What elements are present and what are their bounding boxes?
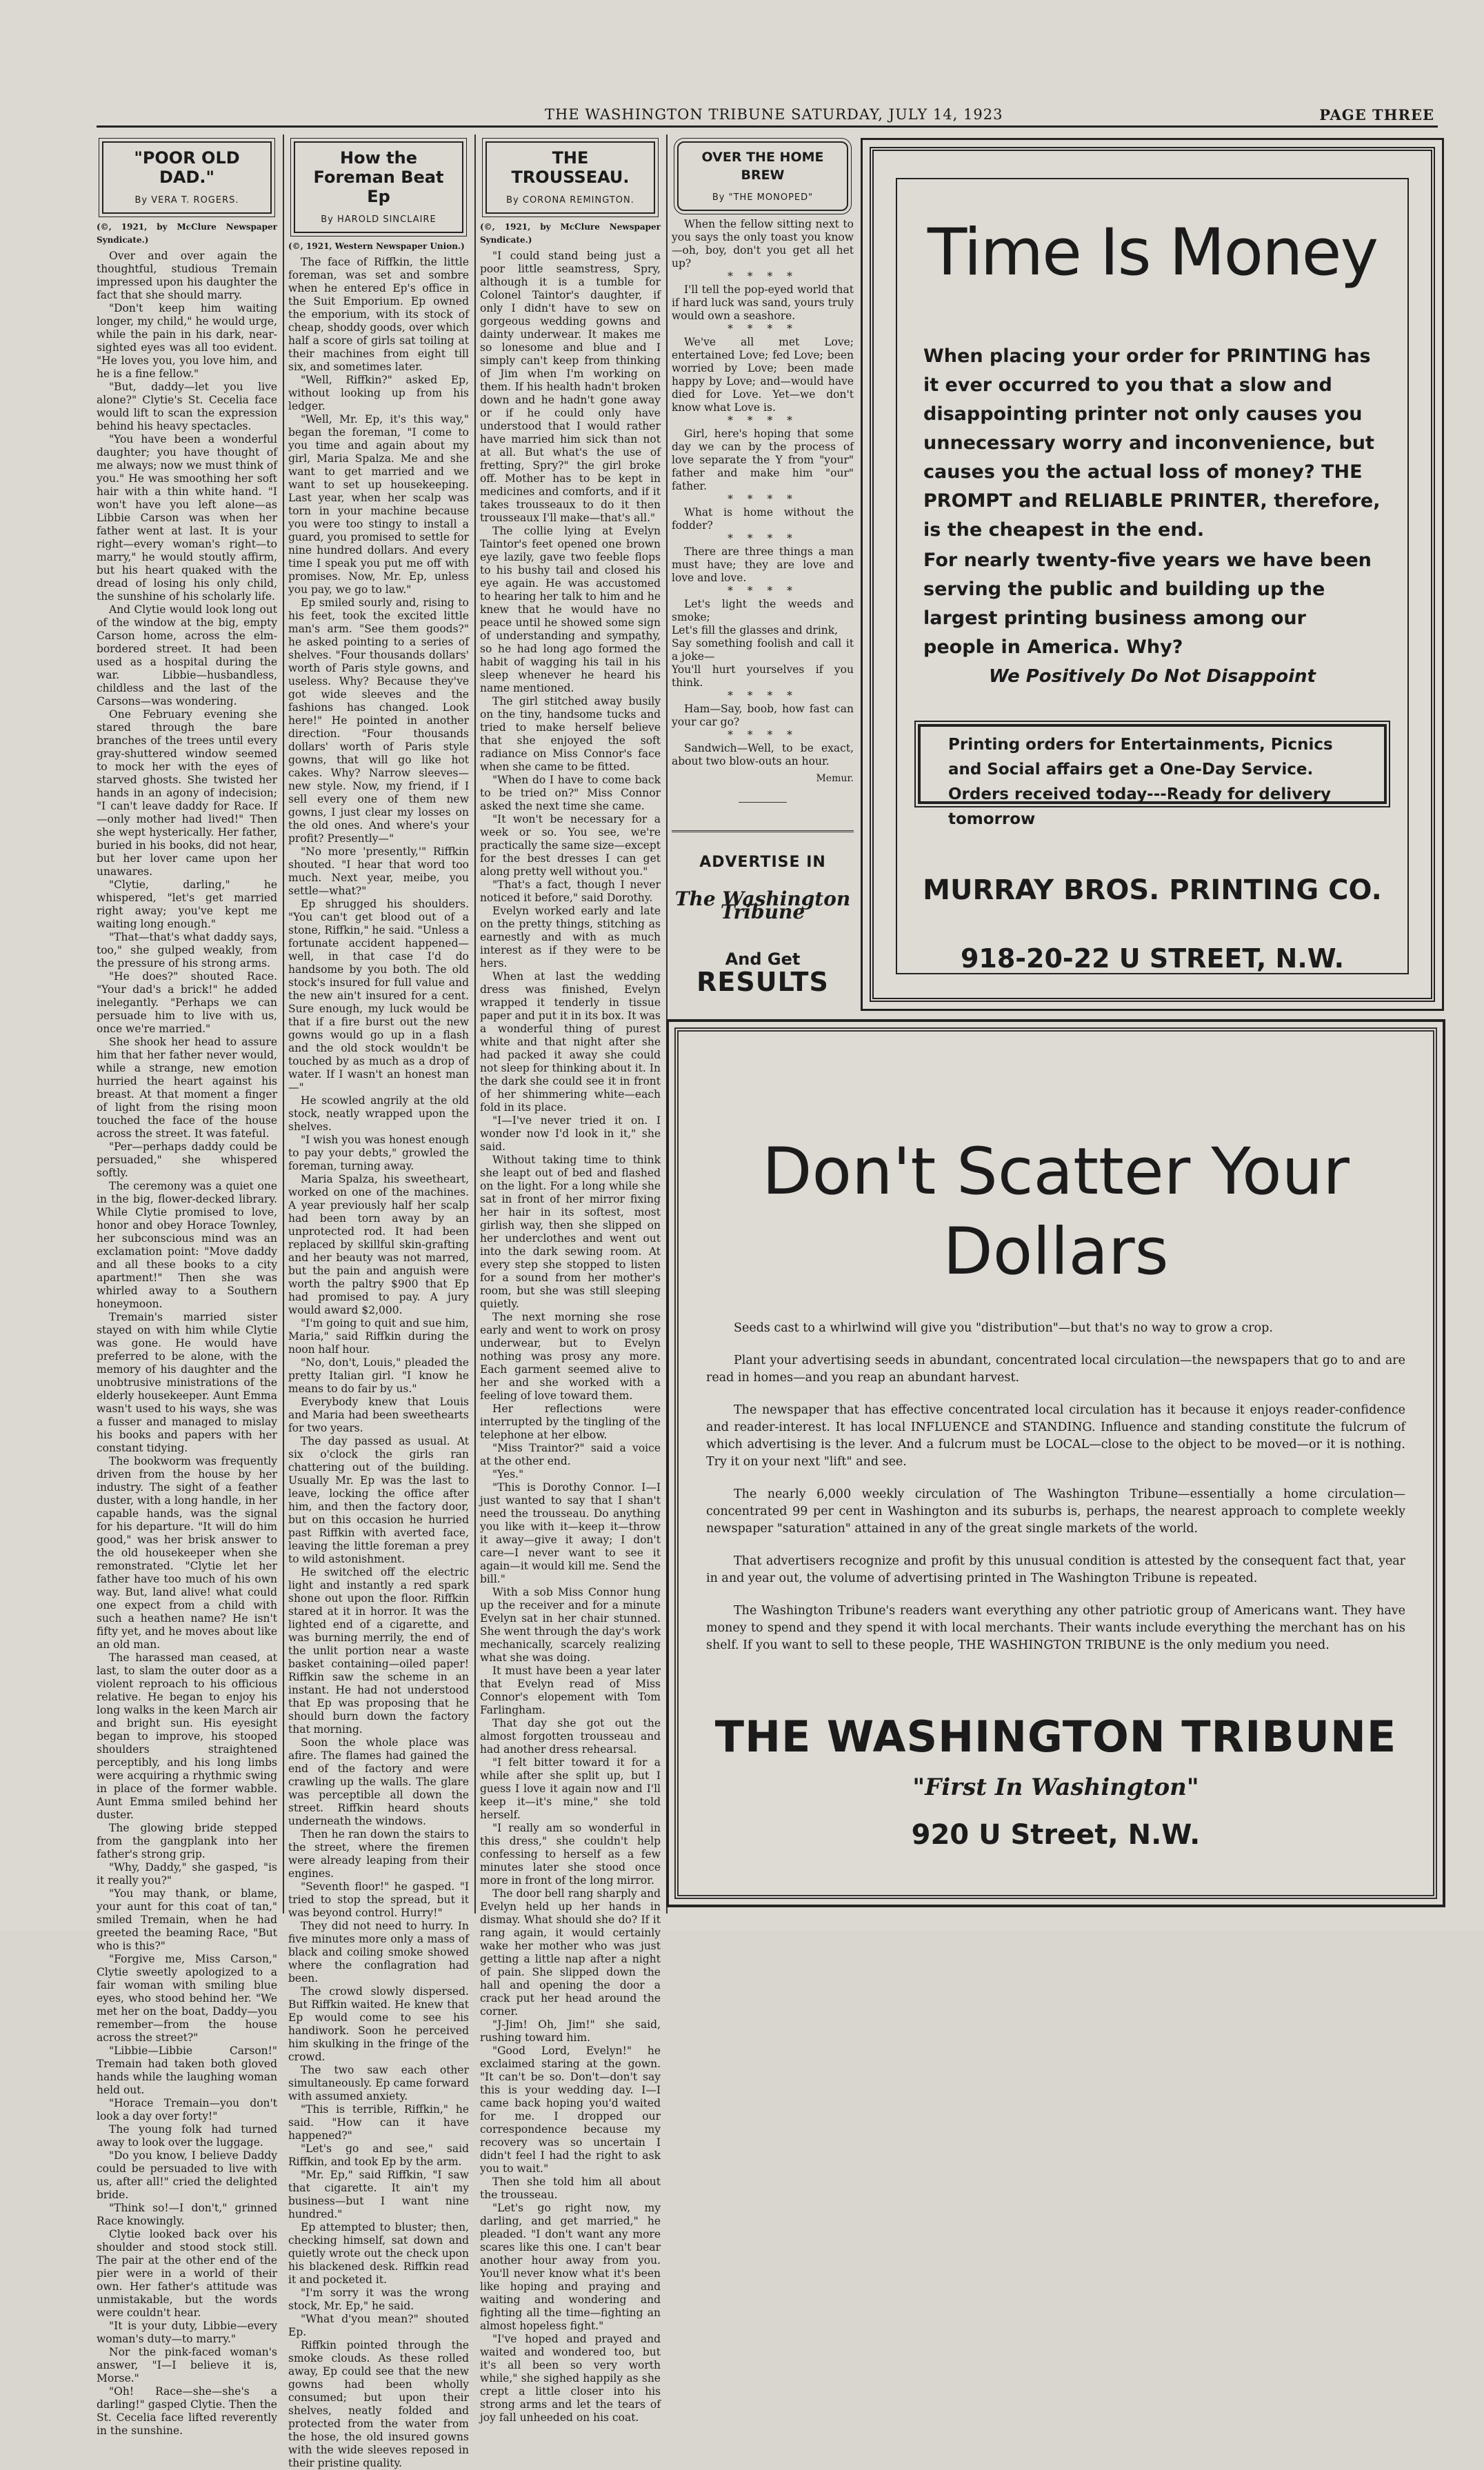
separator-stars: * * * *	[728, 323, 798, 335]
paragraph: "That's a fact, though I never noticed it before," said Dorothy.	[480, 878, 661, 904]
paragraph: "But, daddy—let you live alone?" Clytie's St. Cecelia face would lift to scan the expression behind his heavy spectacles.	[97, 381, 277, 432]
home-brew-signature: Memur.	[816, 773, 854, 784]
paragraph: Tremain's married sister stayed on with him while Clytie was gone. He would have preferred to be alone, with the memory of his daughter and the unobtrusive ministrations of the elderly housekeeper. Aunt Emma wasn't used to his ways, she was a fusser and managed to mislay his books and papers with her constant tidying.	[97, 1311, 277, 1454]
paragraph: Her reflections were interrupted by the tingling of the telephone at her elbow.	[480, 1403, 661, 1441]
paragraph: With a sob Miss Connor hung up the receiver and for a minute Evelyn sat in her chair stunned. She went through the day's work mechanically, scarcely realizing what she was doing.	[480, 1586, 661, 1664]
story-header-2	[294, 141, 463, 233]
story-body-1	[97, 250, 277, 2438]
paragraph: "I wish you was honest enough to pay your debts," growled the foreman, turning away.	[288, 1134, 469, 1172]
paragraph: "I'm sorry it was the wrong stock, Mr. Ep," he said.	[288, 2287, 469, 2312]
paragraph: Soon the whole place was afire. The flames had gained the end of the factory and were crawling up the walls. The glare was perceptible all down the street. Riffkin heard shouts underneath the windows.	[288, 1736, 469, 1827]
paragraph: The crowd slowly dispersed. But Riffkin waited. He knew that Ep would come to see his handiwork. Soon he perceived him skulking in the fringe of the crowd.	[288, 1985, 469, 2063]
separator-stars: * * * *	[728, 414, 798, 427]
ad-printing-address: 918-20-22 U STREET, N.W.	[960, 943, 1345, 974]
paragraph: We've all met Love; entertained Love; fed Love; been worried by Love; been made happy by Love; and—would have died for Love. Yet—we don't know what Love is.	[672, 336, 854, 414]
paragraph: The ceremony was a quiet one in the big, flower-decked library. While Clytie promised to love, honor and obey Horace Townley, her subconscious mind was an exclamation point: "Move daddy and all these books to a city apartment!" Then she was whirled away to a Southern honeymoon.	[97, 1180, 277, 1310]
paragraph: "He does?" shouted Race. "Your dad's a brick!" he added inelegantly. "Perhaps we can persuade him to live with us, once we're married."	[97, 970, 277, 1035]
separator-stars: * * * *	[728, 585, 798, 597]
column-separator	[474, 134, 476, 1914]
paragraph: Girl, here's hoping that some day we can by the process of love separate the Y from "your" father and make him "our" father.	[672, 428, 854, 492]
paragraph: The two saw each other simultaneously. Ep came forward with assumed anxiety.	[288, 2064, 469, 2102]
paragraph: Sandwich—Well, to be exact, about two blow-outs an hour.	[672, 742, 854, 767]
ad-printing-company: MURRAY BROS. PRINTING CO.	[923, 874, 1382, 906]
paragraph: "Let's go right now, my darling, and get married," he pleaded. "I don't want any more scares like this one. I can't bear another hour away from you. You'll never know what it's been like hoping and praying and waiting and wondering and fighting all the time—fighting an almost hopeless fight."	[480, 2202, 661, 2332]
story-title-4: OVER THE HOME BREW	[701, 150, 824, 183]
paragraph: The day passed as usual. At six o'clock the girls ran chattering out of the building. Usually Mr. Ep was the last to leave, locking the office after him, and then the factory door, but on this occasion he hurried past Riffkin with averted face, leaving the little foreman a prey to wild astonishment.	[288, 1435, 469, 1565]
paragraph: "Let's go and see," said Riffkin, and took Ep by the arm.	[288, 2142, 469, 2168]
ad-printing-motto: We Positively Do Not Disappoint	[989, 666, 1316, 687]
paragraph: "Forgive me, Miss Carson," Clytie sweetly apologized to a fair woman with smiling blue eyes, who stood behind her. "We met her on the boat, Daddy—you remember—from the house across the street?"	[97, 1953, 277, 2044]
paragraph: He scowled angrily at the old stock, neatly wrapped upon the shelves.	[288, 1094, 469, 1133]
paragraph: "No, don't, Louis," pleaded the pretty Italian girl. "I know he means to do fair by us."	[288, 1356, 469, 1395]
paragraph: "Well, Mr. Ep, it's this way," began the foreman, "I come to you time and again about my girl, Maria Spalza. Me and she want to get married and we want to set up housekeeping. Last year, when her scalp was torn in your machine because you were too stingy to install a guard, you promised to settle for nine hundred dollars. And every time I speak you put me off with promises. Now, Mr. Ep, unless you pay, we go to law."	[288, 413, 469, 596]
ad-printing-box-line1: Printing orders for Entertainments, Picnics and Social affairs get a One-Day Service.	[948, 736, 1333, 779]
paragraph: "Good Lord, Evelyn!" he exclaimed staring at the gown. "It can't be so. Don't—don't say this is your wedding day. I—I came back hoping you'd waited for me. I dropped our correspondence because my recovery was so uncertain I didn't feel I had the right to ask you to wait."	[480, 2045, 661, 2175]
story-byline-1: By VERA T. ROGERS.	[134, 195, 239, 205]
paragraph: "Don't keep him waiting longer, my child," he would urge, while the pain in his dark, near-sighted eyes was all too evident. "He loves you, you love him, and he is a fine fellow."	[97, 302, 277, 380]
home-brew-items	[672, 218, 854, 768]
column-story-3	[480, 134, 661, 2424]
story-byline-4: By "THE MONOPED"	[712, 192, 814, 203]
paragraph: The door bell rang sharply and Evelyn held up her hands in dismay. What should she do? If it rang again, it would certainly wake her mother who was just getting a little nap after a night of pain. She slipped down the hall and opening the door a crack put her head around the corner.	[480, 1887, 661, 2018]
advertise-paper: The Washington Tribune	[674, 887, 851, 923]
paragraph: He switched off the electric light and instantly a red spark shone out upon the floor. Riffkin stared at it in horror. It was the lighted end of a cigarette, and was burning merrily, the end of the unlit portion near a waste basket containing—oiled paper! Riffkin saw the scheme in an instant. He had not understood that Ep was proposing that he should burn down the factory that morning.	[288, 1566, 469, 1736]
paragraph: The glowing bride stepped from the gangplank into her father's strong grip.	[97, 1822, 277, 1860]
advertise-box	[672, 854, 854, 997]
paragraph: "Do you know, I believe Daddy could be persuaded to live with us, after all!" cried the delighted bride.	[97, 2149, 277, 2201]
column-separator	[283, 134, 284, 1914]
paragraph: The Washington Tribune's readers want everything any other patriotic group of Americans want. They have money to spend and they spend it with local merchants. Their wants include everything the merchant has on his shelf. If you want to sell to these people, THE WASHINGTON TRIBUNE is the only medium you need.	[706, 1604, 1405, 1652]
paragraph: That day she got out the almost forgotten trousseau and had another dress rehearsal.	[480, 1717, 661, 1756]
paragraph: Evelyn worked early and late on the pretty things, stitching as earnestly and with as much interest as if they were to be hers.	[480, 905, 661, 970]
paragraph: What is home without the fodder?	[672, 506, 854, 532]
ad-tribune-tagline: "First In Washington"	[912, 1774, 1199, 1801]
paragraph: "I—I've never tried it on. I wonder now I'd look in it," she said.	[480, 1114, 661, 1153]
page-number: PAGE THREE	[1319, 106, 1434, 123]
ad-printing-box	[918, 724, 1387, 828]
paragraph: Seeds cast to a whirlwind will give you "distribution"—but that's no way to grow a crop.	[734, 1321, 1273, 1335]
ad-tribune-title-line2: Dollars	[943, 1214, 1169, 1289]
paragraph: "Libbie—Libbie Carson!" Tremain had taken both gloved hands while the laughing woman held out.	[97, 2045, 277, 2096]
paragraph: The nearly 6,000 weekly circulation of The Washington Tribune—essentially a home circulation—concentrated 99 per cent in Washington and its suburbs is, perhaps, the nearest approach to complete weekly newspaper "saturation" attained in any of the great single markets of the world.	[706, 1487, 1405, 1536]
paragraph: Nor the pink-faced woman's answer, "I—I believe it is, Morse."	[97, 2346, 277, 2384]
paragraph: Then she told him all about the trousseau.	[480, 2176, 661, 2201]
paragraph: The next morning she rose early and went to work on prosy underwear, but to Evelyn nothing was prosy any more. Each garment seemed alive to her and she worked with a feeling of love toward them.	[480, 1311, 661, 1402]
paragraph: Plant your advertising seeds in abundant, concentrated local circulation—the newspapers that go to and are read in homes—and you reap an abundant harvest.	[706, 1354, 1405, 1385]
paragraph: The face of Riffkin, the little foreman, was set and sombre when he entered Ep's office in the Suit Emporium. Ep owned the emporium, with its stock of cheap, shoddy goods, over which half a score of girls sat toiling at their machines from eight till six, and sometimes later.	[288, 256, 469, 373]
paragraph: Ep smiled sourly and, rising to his feet, took the excited little man's arm. "See them goods?" he asked pointing to a series of shelves. "Four thousands dollars' worth of Paris style gowns, and useless. Why? Because they've got wide sleeves and the fashions has changed. Look here!" He pointed in another direction. "Four thousands dollars' worth of Paris style gowns, that will go like hot cakes. Why? Narrow sleeves—new style. Now, my friend, if I sell every one of them new gowns, I just clear my losses on the old ones. And where's your profit? Presently—"	[288, 596, 469, 845]
ad-printing	[861, 138, 1444, 1011]
paragraph: The harassed man ceased, at last, to slam the outer door as a violent reproach to his officious relative. He began to enjoy his long walks in the keen March air and bright sun. His eyesight began to improve, his stooped shoulders straightened perceptibly, and his long limbs were acquiring a rhythmic swing in place of the former wabble. Aunt Emma smiled behind her duster.	[97, 1651, 277, 1821]
advertise-line1: ADVERTISE IN	[699, 854, 826, 871]
ad-tribune	[666, 1019, 1445, 1907]
paragraph: "What d'you mean?" shouted Ep.	[288, 2313, 469, 2338]
ad-printing-box-line2: Orders received today---Ready for delivery tomorrow	[948, 785, 1332, 828]
paragraph: She shook her head to assure him that her father never would, while a strange, new emotion hurried the heart against his breast. At that moment a finger of light from the rising moon touched the face of the house across the street. It was fateful.	[97, 1036, 277, 1140]
paragraph: "Per—perhaps daddy could be persuaded," she whispered softly.	[97, 1141, 277, 1179]
paragraph: "I've hoped and prayed and waited and wondered too, but it's all been so very worth while," she sighed happily as she crept a little closer into his strong arms and let the tears of joy fall unheeded on his coat.	[480, 2333, 661, 2424]
ad-tribune-address: 920 U Street, N.W.	[911, 1819, 1201, 1851]
story-title-3: THE TROUSSEAU.	[511, 148, 630, 187]
paragraph: Everybody knew that Louis and Maria had been sweethearts for two years.	[288, 1396, 469, 1434]
paragraph: "Oh! Race—she—she's a darling!" gasped Clytie. Then the St. Cecelia face lifted reverently in the sunshine.	[97, 2385, 277, 2437]
separator-stars: * * * *	[728, 493, 798, 505]
paragraph: "I really am so wonderful in this dress," she couldn't help confessing to herself as a few minutes later she stood once more in front of the long mirror.	[480, 1822, 661, 1887]
ad-printing-title: Time Is Money	[927, 215, 1378, 290]
column-story-2	[288, 134, 469, 2469]
paragraph: The collie lying at Evelyn Taintor's feet opened one brown eye lazily, gave two feeble flops to his bushy tail and closed his eye again. He was accustomed to hearing her talk to him and he knew that he would have no peace until he showed some sign of understanding and sympathy, so he had long ago formed the habit of wagging his tail in his sleep whenever he heard his name mentioned.	[480, 525, 661, 694]
ad-inner	[896, 178, 1409, 974]
paragraph: "Clytie, darling," he whispered, "let's get married right away; you've kept me waiting long enough."	[97, 878, 277, 930]
separator-stars: * * * *	[728, 270, 798, 283]
paragraph: When at last the wedding dress was finished, Evelyn wrapped it tenderly in tissue paper and put it in its box. It was a wonderful thing of purest white and that night after she had packed it away she could not sleep for thinking about it. In the dark she could see it in front of her shimmering white—each fold in its place.	[480, 970, 661, 1114]
paragraph: Riffkin pointed through the smoke clouds. As these rolled away, Ep could see that the new gowns had been wholly consumed; but upon their shelves, neatly folded and protected from the water from the hose, the old insured gowns with the wide sleeves reposed in their pristine quality.	[288, 2339, 469, 2469]
paragraph: There are three things a man must have; they are love and love and love.	[672, 545, 854, 584]
story-syndicate-3: (©, 1921, by McClure Newspaper Syndicate.)	[480, 222, 661, 245]
story-header-1	[102, 141, 272, 214]
paragraph: "J-Jim! Oh, Jim!" she said, rushing toward him.	[480, 2018, 661, 2044]
column-story-1	[97, 134, 277, 2437]
separator-stars: * * * *	[728, 532, 798, 545]
paragraph: "I'm going to quit and sue him, Maria," said Riffkin during the noon half hour.	[288, 1317, 469, 1356]
ad-tribune-title	[669, 1132, 1443, 1292]
ad-printing-body1: When placing your order for PRINTING has it ever occurred to you that a slow and disappointing printer not only causes you unnecessary worry and inconvenience, but causes you the actual loss of money? THE PROMPT and RELIABLE PRINTER, therefore, is the cheapest in the end.	[923, 345, 1381, 541]
paragraph: "Well, Riffkin?" asked Ep, without looking up from his ledger.	[288, 374, 469, 412]
advertise-results: RESULTS	[696, 967, 829, 997]
paragraph: They did not need to hurry. In five minutes more only a mass of black and coiling smoke showed where the conflagration had been.	[288, 1920, 469, 1985]
paragraph: "Why, Daddy," she gasped, "is it really you?"	[97, 1861, 277, 1887]
paragraph: "This is Dorothy Connor. I—I just wanted to say that I shan't need the trousseau. Do anything you like with it—keep it—throw it away—give it away; I don't care—I never want to see it again—it would kill me. Send the bill."	[480, 1481, 661, 1585]
paragraph: Let's light the weeds and smoke; Let's fill the glasses and drink, Say something foolish and call it a joke— You'll hurt yourselves if you think.	[672, 598, 854, 689]
paragraph: Over and over again the thoughtful, studious Tremain impressed upon his daughter the fact that she should marry.	[97, 250, 277, 301]
story-syndicate-1: (©, 1921, by McClure Newspaper Syndicate.)	[97, 222, 277, 245]
paragraph: "It is your duty, Libbie—every woman's duty—to marry."	[97, 2320, 277, 2345]
story-title-2: How the Foreman Beat Ep	[313, 148, 444, 206]
paragraph: Maria Spalza, his sweetheart, worked on one of the machines. A year previously half her scalp had been torn away by an unprotected rod. It had been replaced by skillful skin-grafting and her beauty was not marred, but the pain and anguish were worth the paltry $900 that Ep had promised to pay. A jury would award $2,000.	[288, 1173, 469, 1316]
paragraph: Then he ran down the stairs to the street, where the firemen were already leaping from their engines.	[288, 1828, 469, 1880]
paragraph: I'll tell the pop-eyed world that if hard luck was sand, yours truly would own a seashore.	[672, 283, 854, 322]
paragraph: Ep shrugged his shoulders. "You can't get blood out of a stone, Riffkin," he said. "Unless a fortunate accident happened—well, in that case I'd do handsome by you both. The old stock's insured for full value and the new ain't insured for a cent. Sure enough, my luck would be that if a fire burst out the new gowns would go up in a flash and the old stock wouldn't be touched by as much as a drop of water. If I wasn't an honest man—"	[288, 898, 469, 1094]
paragraph: "Horace Tremain—you don't look a day over forty!"	[97, 2097, 277, 2122]
paragraph: One February evening she stared through the bare branches of the trees until every gray-shuttered window seemed to mock her with the eyes of starved ghosts. She twisted her hands in an agony of indecision; "I can't leave daddy for Race. If—only mother had lived!" Then she wept hysterically. Her father, buried in his books, did not hear, but her lover came upon her unawares.	[97, 708, 277, 878]
paragraph: "That—that's what daddy says, too," she gulped weakly, from the pressure of his strong arms.	[97, 931, 277, 970]
story-header-3	[485, 141, 655, 214]
advertise-line3: And Get	[725, 950, 801, 969]
paragraph: It must have been a year later that Evelyn read of Miss Connor's elopement with Tom Farlingham.	[480, 1665, 661, 1716]
paragraph: "This is terrible, Riffkin," he said. "How can it have happened?"	[288, 2103, 469, 2142]
masthead	[97, 103, 1434, 124]
story-syndicate-2: (©, 1921, Western Newspaper Union.)	[288, 241, 465, 251]
paragraph: "I could stand being just a poor little seamstress, Spry, although it is a tumble for Colonel Taintor's daughter, if only I didn't have to sew on gorgeous wedding gowns and dainty underwear. It makes me so lonesome and blue and I simply can't keep from thinking of Jim when I'm working on them. If his health hadn't broken down and he hadn't gone away or if he could only have understood that I would rather have married him sick than not at all. But what's the use of fretting, Spry?" the girl broke off. Mother has to be kept in medicines and comforts, and if it takes trousseaux to do it then trousseaux I'll make—that's all."	[480, 250, 661, 524]
paragraph: Without taking time to think she leapt out of bed and flashed on the light. For a long while she sat in front of her mirror fixing her hair in its softest, most girlish way, then she slipped on her underclothes and went out into the dark sewing room. At every step she stopped to listen for a sound from her mother's room, but she was still sleeping quietly.	[480, 1154, 661, 1310]
paragraph: "Think so!—I don't," grinned Race knowingly.	[97, 2202, 277, 2227]
paragraph: "No more 'presently,'" Riffkin shouted. "I hear that word too much. Next year, meibe, you settle—what?"	[288, 845, 469, 897]
paragraph: When the fellow sitting next to you says the only toast you know—oh, boy, don't you get all het up?	[672, 218, 854, 270]
top-rule	[97, 125, 1438, 128]
paragraph: "Yes."	[492, 1468, 524, 1480]
separator-stars: * * * *	[728, 729, 798, 741]
separator-stars: * * * *	[728, 690, 798, 702]
paragraph: "You may thank, or blame, your aunt for this coat of tan," smiled Tremain, when he had greeted the beaming Race, "But who is this?"	[97, 1887, 277, 1952]
paragraph: "You have been a wonderful daughter; you have thought of me always; now we must think of you." He was smoothing her soft hair with a thin white hand. "I won't have you left alone—as Libbie Carson was when her father went at last. It is your right—every woman's right—to marry," he would stoutly affirm, but his heart quaked with the dread of losing his only child, the sunshine of his scholarly life.	[97, 433, 277, 603]
paragraph: "Seventh floor!" he gasped. "I tried to stop the spread, but it was beyond control. Hurry!"	[288, 1880, 469, 1919]
paragraph: "Mr. Ep," said Riffkin, "I saw that cigarette. It ain't my business—but I want nine hundred."	[288, 2169, 469, 2220]
story-byline-2: By HAROLD SINCLAIRE	[321, 214, 437, 225]
story-title-1: "POOR OLD DAD."	[134, 148, 240, 187]
ad-tribune-paper: THE WASHINGTON TRIBUNE	[714, 1711, 1397, 1762]
ad-tribune-title-line1: Don't Scatter Your	[762, 1134, 1350, 1209]
story-header-4	[677, 141, 848, 211]
paragraph: "When do I have to come back to be tried on?" Miss Connor asked the next time she came.	[480, 774, 661, 812]
masthead-title: THE WASHINGTON TRIBUNE SATURDAY, JULY 14, 1923	[545, 106, 1003, 123]
column-home-brew	[672, 134, 854, 1010]
paragraph: "Miss Traintor?" said a voice at the other end.	[480, 1442, 661, 1467]
paragraph: "I felt bitter toward it for a while after she split up, but I guess I love it again now and I'll keep it—it's mine," she told herself.	[480, 1756, 661, 1821]
paragraph: Ep attempted to bluster; then, checking himself, sat down and quietly wrote out the check upon his blackened desk. Riffkin read it and pocketed it.	[288, 2221, 469, 2286]
story-body-2	[288, 256, 469, 2470]
story-byline-3: By CORONA REMINGTON.	[506, 195, 634, 205]
paragraph: That advertisers recognize and profit by this unusual condition is attested by the consequent fact that, year in and year out, the volume of advertising printed in The Washington Tribune is repeated.	[706, 1554, 1405, 1585]
story-body-3	[480, 250, 661, 2424]
paragraph: The girl stitched away busily on the tiny, handsome tucks and tried to make herself believe that she enjoyed the soft radiance on Miss Connor's face when she came to be fitted.	[480, 695, 661, 773]
paragraph: The young folk had turned away to look over the luggage.	[97, 2123, 277, 2149]
paragraph: Ham—Say, boob, how fast can your car go?	[672, 703, 854, 728]
paragraph: Clytie looked back over his shoulder and stood stock still. The pair at the other end of the pier were in a world of their own. Her father's attitude was unmistakable, but the words were couldn't hear.	[97, 2228, 277, 2319]
paragraph: The newspaper that has effective concentrated local circulation has it because it enjoys reader-confidence and reader-interest. It has local INFLUENCE and STANDING. Influence and standing constitute the fulcrum of which advertising is the lever. And a fulcrum must be LOCAL—close to the object to be moved—or it is nothing. Try it on your next "lift" and see.	[706, 1403, 1405, 1469]
paragraph: And Clytie would look long out of the window at the big, empty Carson home, across the elm-bordered street. It had been used as a hospital during the war. Libbie—husbandless, childless and the last of the Carsons—was wondering.	[97, 603, 277, 707]
ad-tribune-copy	[706, 1320, 1405, 1669]
paragraph: The bookworm was frequently driven from the house by her industry. The sight of a feather duster, with a long handle, in her capable hands, was the signal for his departure. "It will do him good," was her brisk answer to the old housekeeper when she remonstrated. "Clytie let her father have too much of his own way. But, land alive! what could one expect from a child with such a heathen name? He isn't fifty yet, and he moves about like an old man.	[97, 1455, 277, 1651]
paragraph: "It won't be necessary for a week or so. You see, we're practically the same size—except for the best dresses I can get along pretty well without you."	[480, 813, 661, 878]
ad-printing-body2: For nearly twenty-five years we have been serving the public and building up the largest printing business among our people in America. Why?	[923, 550, 1372, 658]
